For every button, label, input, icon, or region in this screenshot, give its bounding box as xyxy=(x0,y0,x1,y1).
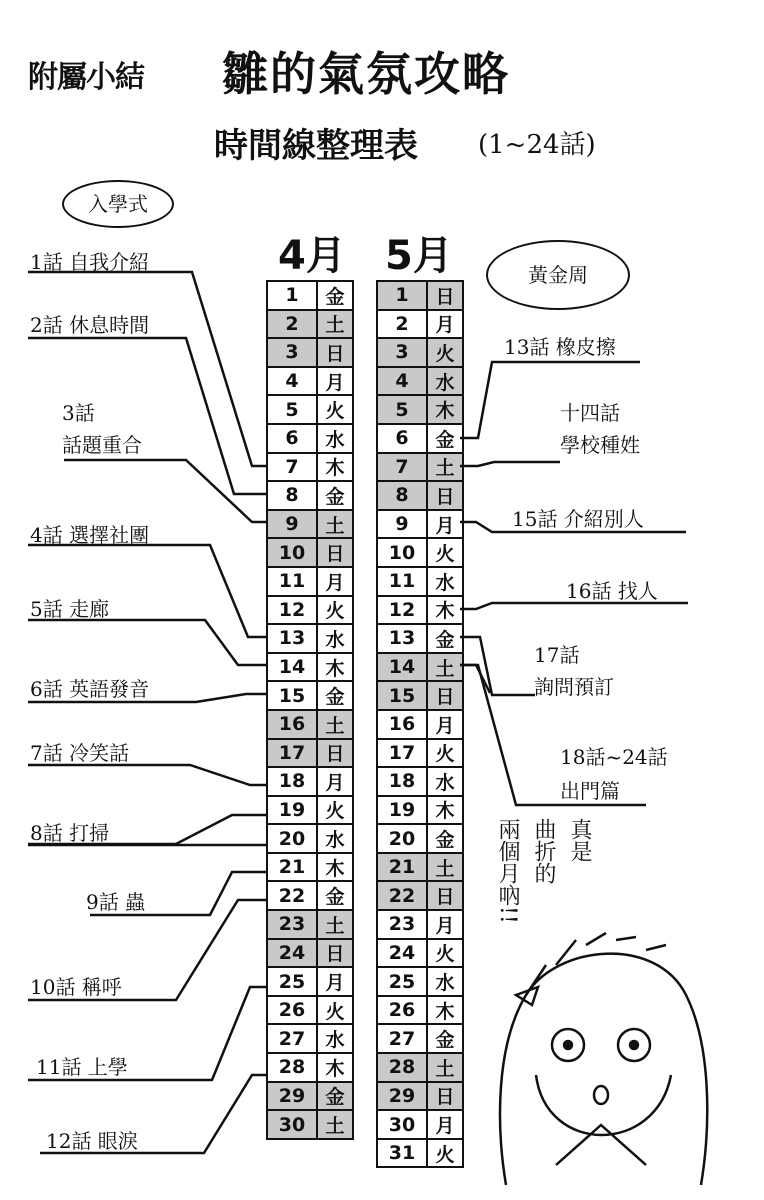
day-number: 29 xyxy=(268,1083,318,1110)
weekday: 水 xyxy=(435,371,455,394)
episode-label: 11話 上學 xyxy=(36,1055,128,1079)
entrance-ceremony-bubble: 入學式 xyxy=(62,180,174,228)
weekday: 月 xyxy=(325,571,345,594)
weekday: 火 xyxy=(435,743,455,766)
day-number: 6 xyxy=(378,425,428,452)
day-number: 31 xyxy=(378,1140,428,1167)
weekday: 木 xyxy=(325,657,345,680)
day-number: 5 xyxy=(268,396,318,423)
weekday: 火 xyxy=(435,943,455,966)
day-number: 8 xyxy=(268,482,318,509)
weekday: 土 xyxy=(325,1115,345,1138)
day-number: 26 xyxy=(378,997,428,1024)
episode-label: 學校種姓 xyxy=(560,433,640,457)
note-line-2: 曲折的 xyxy=(531,818,556,884)
day-number: 27 xyxy=(268,1025,318,1052)
day-number: 8 xyxy=(378,482,428,509)
episode-label: 16話 找人 xyxy=(566,579,658,603)
day-number: 2 xyxy=(378,311,428,338)
day-number: 16 xyxy=(378,711,428,738)
day-number: 11 xyxy=(268,568,318,595)
weekday: 火 xyxy=(325,400,345,423)
weekday: 火 xyxy=(435,1143,455,1166)
month-april-heading: 4月 xyxy=(278,233,346,279)
episode-label: 4話 選擇社團 xyxy=(30,523,150,547)
day-number: 14 xyxy=(378,654,428,681)
day-number: 24 xyxy=(268,940,318,967)
weekday: 土 xyxy=(325,714,345,737)
episode-label: 15話 介紹別人 xyxy=(512,507,644,531)
episode-label: 8話 打掃 xyxy=(30,821,110,845)
day-number: 30 xyxy=(378,1111,428,1138)
day-number: 1 xyxy=(378,282,428,309)
episode-label: 5話 走廊 xyxy=(30,597,110,621)
day-number: 25 xyxy=(378,968,428,995)
weekday: 木 xyxy=(325,857,345,880)
day-number: 18 xyxy=(378,768,428,795)
day-number: 30 xyxy=(268,1111,318,1138)
weekday: 金 xyxy=(435,428,455,451)
episode-label: 1話 自我介紹 xyxy=(30,250,150,274)
note-line-3: 兩個月吶!! xyxy=(495,818,520,924)
day-number: 11 xyxy=(378,568,428,595)
weekday: 木 xyxy=(435,600,455,623)
episode-label: 詢問預訂 xyxy=(534,675,614,699)
weekday: 火 xyxy=(325,1000,345,1023)
weekday: 金 xyxy=(325,1086,345,1109)
day-number: 4 xyxy=(268,368,318,395)
weekday: 月 xyxy=(435,1115,455,1138)
weekday: 火 xyxy=(325,800,345,823)
weekday: 水 xyxy=(325,1029,345,1052)
page-title: 雛的氣氛攻略 xyxy=(222,47,510,101)
note-line-1: 真是 xyxy=(567,818,592,862)
character-illustration xyxy=(486,925,714,1197)
weekday: 土 xyxy=(435,857,455,880)
weekday: 水 xyxy=(435,972,455,995)
day-number: 7 xyxy=(378,454,428,481)
day-number: 28 xyxy=(378,1054,428,1081)
day-number: 26 xyxy=(268,997,318,1024)
weekday: 日 xyxy=(325,543,345,566)
weekday: 木 xyxy=(325,1057,345,1080)
weekday: 水 xyxy=(325,628,345,651)
day-number: 3 xyxy=(378,339,428,366)
weekday: 土 xyxy=(435,657,455,680)
day-number: 19 xyxy=(268,797,318,824)
month-may-heading: 5月 xyxy=(385,233,453,279)
day-number: 24 xyxy=(378,940,428,967)
weekday: 金 xyxy=(325,285,345,308)
weekday: 日 xyxy=(325,743,345,766)
day-number: 1 xyxy=(268,282,318,309)
episode-label: 話題重合 xyxy=(62,433,142,457)
weekday: 金 xyxy=(325,886,345,909)
day-number: 14 xyxy=(268,654,318,681)
day-number: 19 xyxy=(378,797,428,824)
day-number: 25 xyxy=(268,968,318,995)
episode-label: 17話 xyxy=(534,643,580,667)
weekday: 月 xyxy=(435,914,455,937)
weekday: 土 xyxy=(435,457,455,480)
day-number: 6 xyxy=(268,425,318,452)
weekday: 日 xyxy=(435,285,455,308)
weekday: 月 xyxy=(325,371,345,394)
episode-label: 十四話 xyxy=(560,401,620,425)
day-number: 21 xyxy=(268,854,318,881)
episode-label: 7話 冷笑話 xyxy=(30,741,130,765)
episode-label: 13話 橡皮擦 xyxy=(504,335,616,359)
day-number: 27 xyxy=(378,1025,428,1052)
day-number: 5 xyxy=(378,396,428,423)
weekday: 土 xyxy=(325,314,345,337)
weekday: 日 xyxy=(325,342,345,365)
day-number: 18 xyxy=(268,768,318,795)
episode-label: 9話 蟲 xyxy=(86,890,146,914)
day-number: 13 xyxy=(268,625,318,652)
golden-week-bubble: 黃金周 xyxy=(486,240,630,310)
day-number: 12 xyxy=(268,597,318,624)
day-number: 9 xyxy=(268,511,318,538)
day-number: 13 xyxy=(378,625,428,652)
day-number: 22 xyxy=(268,882,318,909)
weekday: 月 xyxy=(435,714,455,737)
day-number: 10 xyxy=(378,539,428,566)
hair-clip xyxy=(516,987,538,1005)
episode-label: 2話 休息時間 xyxy=(30,313,150,337)
weekday: 日 xyxy=(435,485,455,508)
day-number: 3 xyxy=(268,339,318,366)
day-number: 23 xyxy=(378,911,428,938)
weekday: 金 xyxy=(325,686,345,709)
episode-label: 3話 xyxy=(62,401,95,425)
day-number: 7 xyxy=(268,454,318,481)
weekday: 火 xyxy=(325,600,345,623)
weekday: 金 xyxy=(435,829,455,852)
weekday: 日 xyxy=(435,886,455,909)
ep3-line xyxy=(64,460,268,522)
day-number: 2 xyxy=(268,311,318,338)
weekday: 土 xyxy=(325,514,345,537)
day-number: 17 xyxy=(268,740,318,767)
weekday: 水 xyxy=(325,428,345,451)
weekday: 土 xyxy=(435,1057,455,1080)
weekday: 火 xyxy=(435,543,455,566)
day-number: 17 xyxy=(378,740,428,767)
weekday: 金 xyxy=(435,1029,455,1052)
weekday: 金 xyxy=(325,485,345,508)
episode-label: 6話 英語發音 xyxy=(30,677,150,701)
weekday: 月 xyxy=(325,972,345,995)
day-number: 23 xyxy=(268,911,318,938)
day-number: 21 xyxy=(378,854,428,881)
weekday: 日 xyxy=(435,1086,455,1109)
weekday: 水 xyxy=(435,571,455,594)
episode-range: (1~24話) xyxy=(478,130,596,160)
episode-label: 12話 眼淚 xyxy=(46,1129,138,1153)
day-number: 10 xyxy=(268,539,318,566)
weekday: 日 xyxy=(435,686,455,709)
episode-label: 18話~24話 xyxy=(560,745,668,769)
day-number: 15 xyxy=(268,682,318,709)
day-number: 9 xyxy=(378,511,428,538)
day-number: 29 xyxy=(378,1083,428,1110)
day-number: 20 xyxy=(268,825,318,852)
day-number: 12 xyxy=(378,597,428,624)
weekday: 木 xyxy=(325,457,345,480)
page-subtitle: 時間線整理表 xyxy=(214,126,418,166)
weekday: 金 xyxy=(435,628,455,651)
section-label: 附屬小結 xyxy=(28,60,144,95)
day-number: 15 xyxy=(378,682,428,709)
weekday: 月 xyxy=(435,314,455,337)
day-number: 20 xyxy=(378,825,428,852)
weekday: 月 xyxy=(325,771,345,794)
episode-label: 出門篇 xyxy=(560,779,620,803)
episode-label: 10話 稱呼 xyxy=(30,975,122,999)
weekday: 木 xyxy=(435,800,455,823)
day-number: 28 xyxy=(268,1054,318,1081)
weekday: 水 xyxy=(325,829,345,852)
day-number: 4 xyxy=(378,368,428,395)
weekday: 木 xyxy=(435,1000,455,1023)
day-number: 22 xyxy=(378,882,428,909)
weekday: 土 xyxy=(325,914,345,937)
weekday: 水 xyxy=(435,771,455,794)
weekday: 火 xyxy=(435,342,455,365)
mouth xyxy=(594,1086,608,1104)
weekday: 木 xyxy=(435,400,455,423)
weekday: 日 xyxy=(325,943,345,966)
day-number: 16 xyxy=(268,711,318,738)
weekday: 月 xyxy=(435,514,455,537)
